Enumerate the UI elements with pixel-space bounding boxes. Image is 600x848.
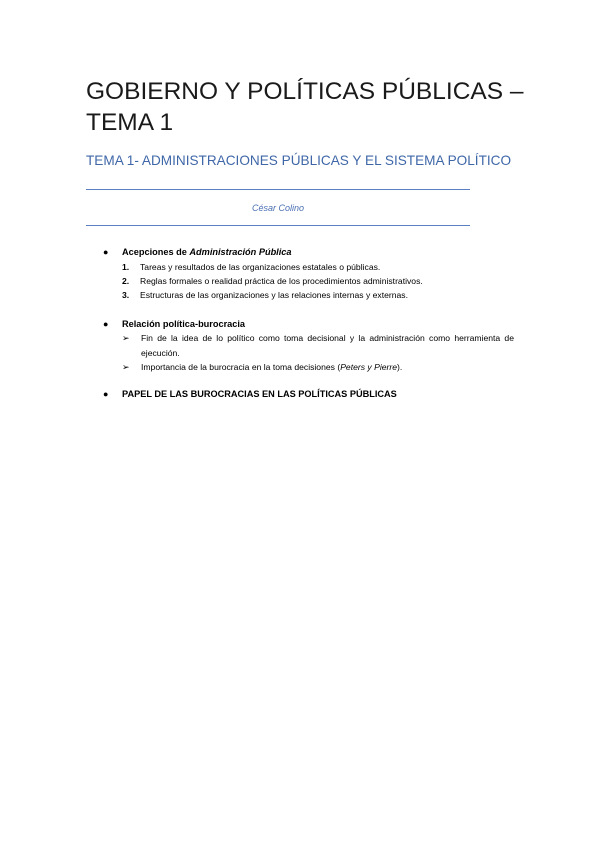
bullet-icon: ● [103, 389, 109, 399]
text-prefix: Importancia de la burocracia en la toma decisiones ( [141, 362, 341, 372]
text-italic: Peters y Pierre [340, 362, 398, 372]
item-number: 3. [122, 290, 130, 300]
item-text: Fin de la idea de lo político como toma decisional y la administración como herramienta de ejecución. [141, 333, 514, 358]
section-heading: Relación política-burocracia [122, 319, 246, 329]
heading-prefix: Acepciones de [122, 247, 190, 257]
item-text [141, 360, 514, 375]
divider-top [86, 189, 470, 190]
item-text: Estructuras de las organizaciones y las relaciones internas y externas. [140, 290, 408, 300]
numbered-item [122, 290, 408, 300]
item-number: 1. [122, 262, 130, 272]
bullet-icon: ● [103, 247, 109, 257]
item-text: Tareas y resultados de las organizaciones estatales o públicas. [140, 262, 381, 272]
arrow-icon: ➢ [122, 333, 130, 343]
document-title: GOBIERNO Y POLÍTICAS PÚBLICAS – TEMA 1 [86, 78, 524, 136]
heading-italic: Administración Pública [189, 247, 292, 257]
arrow-list-item [122, 360, 514, 375]
section-heading: PAPEL DE LAS BUROCRACIAS EN LAS POLÍTICAS PÚBLICAS [122, 389, 397, 399]
divider-bottom [86, 225, 470, 226]
arrow-list-item [122, 331, 514, 360]
section-heading [122, 247, 292, 257]
arrow-icon: ➢ [122, 362, 130, 372]
item-number: 2. [122, 276, 130, 286]
numbered-item [122, 262, 380, 272]
document-subtitle: TEMA 1- ADMINISTRACIONES PÚBLICAS Y EL SISTEMA POLÍTICO [86, 153, 512, 168]
text-suffix: ). [397, 362, 403, 372]
bullet-icon: ● [103, 319, 109, 329]
author-name: César Colino [251, 203, 305, 213]
item-text: Reglas formales o realidad práctica de los procedimientos administrativos. [140, 276, 423, 286]
numbered-item [122, 276, 423, 286]
